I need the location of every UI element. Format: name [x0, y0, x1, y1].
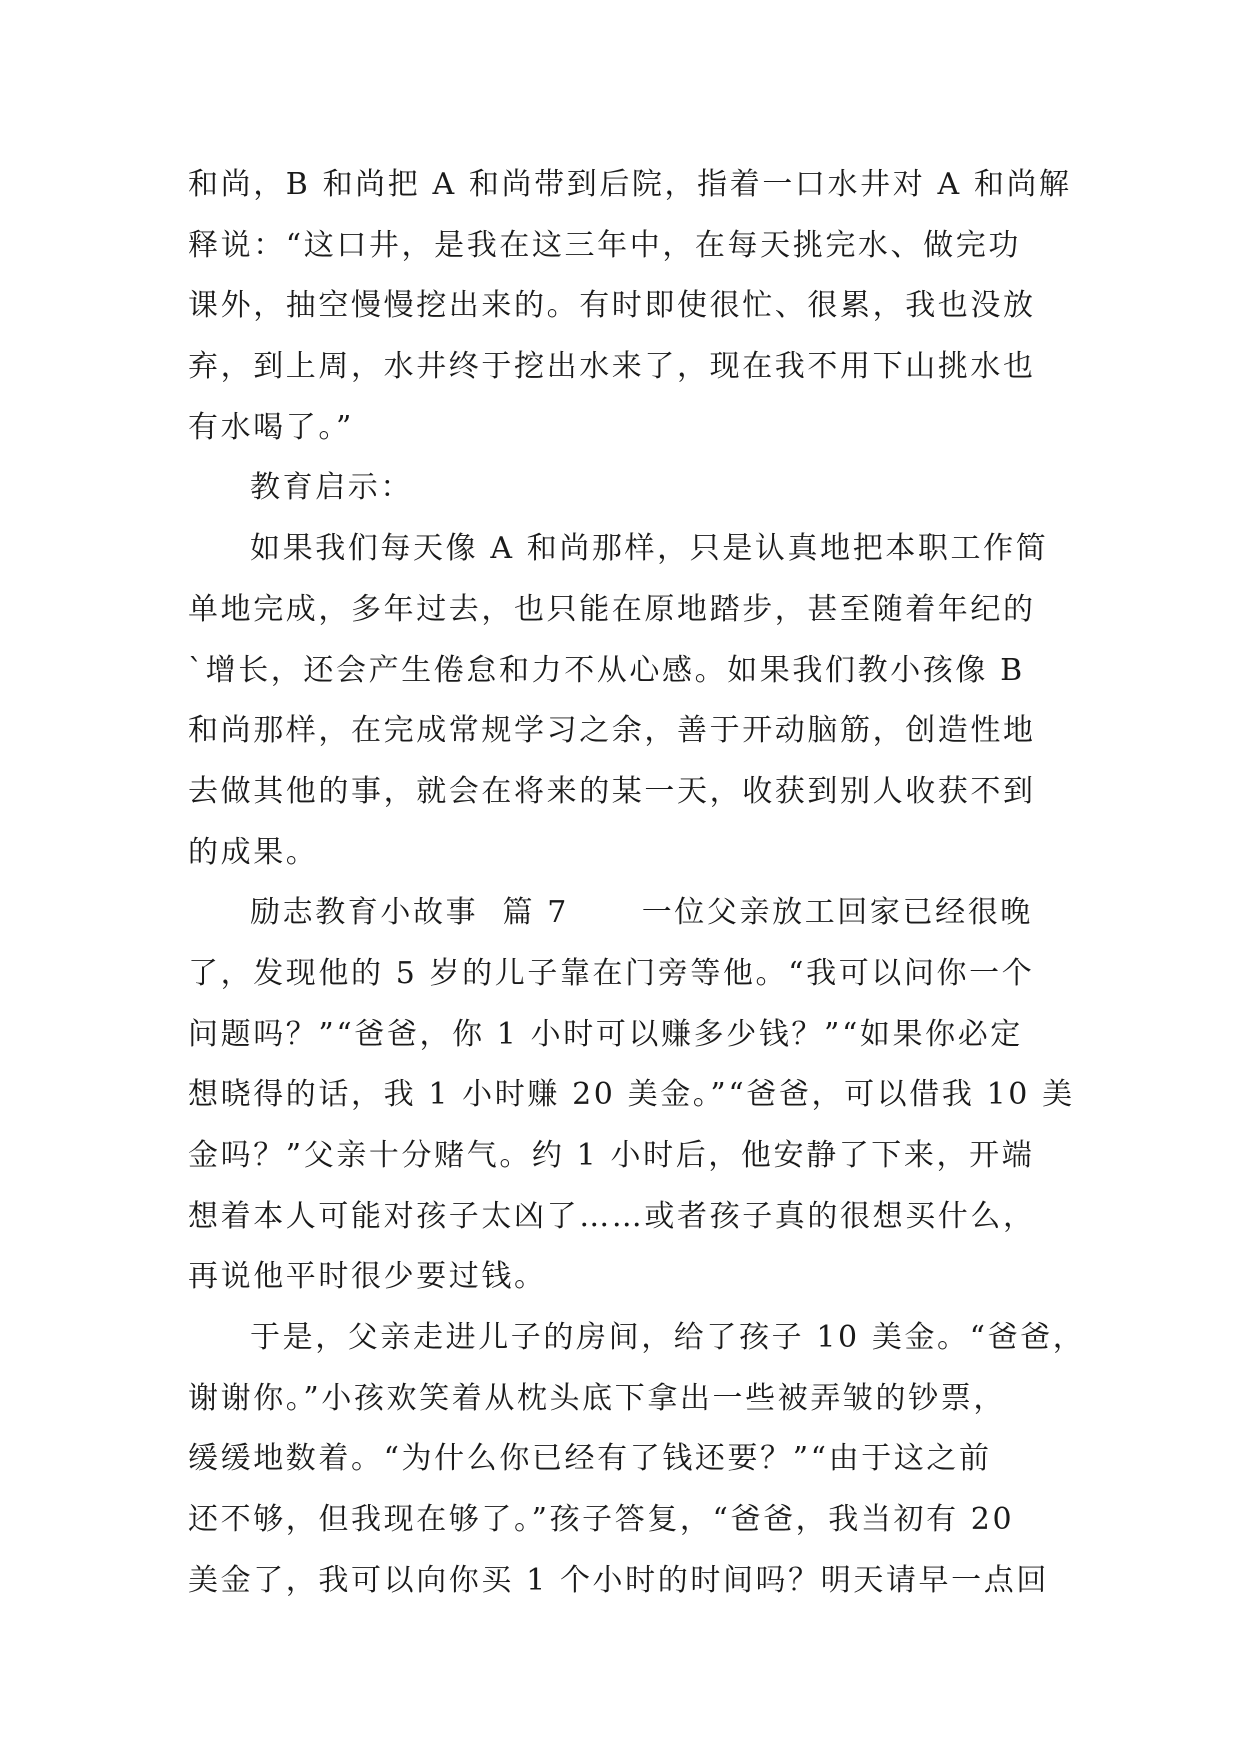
text-line: 还不够，但我现在够了。”孩子答复，“爸爸，我当初有 20: [188, 1502, 1015, 1538]
text-line: 和尚，B 和尚把 A 和尚带到后院，指着一口水井对 A 和尚解: [188, 167, 1072, 202]
text-line: 想着本人可能对孩子太凶了……或者孩子真的很想买什么，: [188, 1198, 1036, 1234]
text-line: 释说：“这口井，是我在这三年中，在每天挑完水、做完功: [188, 227, 1021, 263]
text-line: 了，发现他的 5 岁的儿子靠在门旁等他。“我可以问你一个: [188, 955, 1035, 991]
text-line: 于是，父亲走进儿子的房间，给了孩子 10 美金。“爸爸，: [250, 1320, 1086, 1356]
body-text: [188, 155, 1086, 1612]
text-line: 问题吗？”“爸爸，你 1 小时可以赚多少钱？”“如果你必定: [188, 1016, 1023, 1052]
text-line: 课外，抽空慢慢挖出来的。有时即使很忙、很累，我也没放: [188, 288, 1036, 324]
text-line: `增长，还会产生倦怠和力不从心感。如果我们教小孩像 B: [188, 652, 1025, 688]
text-line: 去做其他的事，就会在将来的某一天，收获到别人收获不到: [188, 773, 1036, 809]
text-line: 想晓得的话，我 1 小时赚 20 美金。”“爸爸，可以借我 10 美: [188, 1077, 1075, 1113]
text-line: 和尚那样，在完成常规学习之余，善于开动脑筋，创造性地: [188, 713, 1036, 749]
text-line: 如果我们每天像 A 和尚那样，只是认真地把本职工作简: [250, 531, 1049, 567]
text-line: 缓缓地数着。“为什么你已经有了钱还要？”“由于这之前: [188, 1441, 992, 1477]
text-line: 再说他平时很少要过钱。: [188, 1259, 547, 1295]
text-line: 谢谢你。”小孩欢笑着从枕头底下拿出一些被弄皱的钞票，: [188, 1380, 1006, 1416]
text-line: 弃，到上周，水井终于挖出水来了，现在我不用下山挑水也: [188, 349, 1036, 385]
text-line: 励志教育小故事 篇 7 一位父亲放工回家已经很晚: [250, 895, 1033, 931]
text-line: 美金了，我可以向你买 1 个小时的时间吗？明天请早一点回: [188, 1562, 1049, 1598]
text-line: 单地完成，多年过去，也只能在原地踏步，甚至随着年纪的: [188, 591, 1036, 627]
text-line: 的成果。: [188, 834, 319, 870]
text-line: 有水喝了。”: [188, 409, 354, 445]
text-line: 金吗？”父亲十分赌气。约 1 小时后，他安静了下来，开端: [188, 1138, 1035, 1173]
text-line: 教育启示：: [250, 470, 413, 506]
